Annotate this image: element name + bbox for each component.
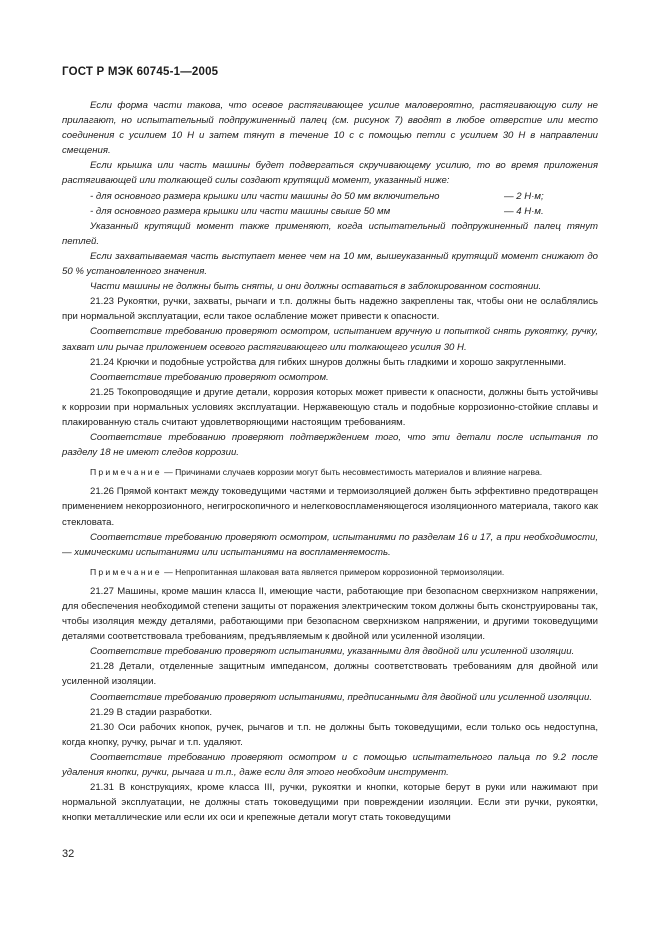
- torque-item-text: - для основного размера крышки или части машины до 50 мм включительно: [90, 190, 440, 202]
- clause-21-23: 21.23 Рукоятки, ручки, захваты, рычаги и т.п. должны быть надежно закреплены так, чтобы они не ослаблялись при нормальной эксплуатации, если такое ослабление может привести к опасности.: [62, 296, 598, 323]
- note-label: Примечание: [90, 566, 162, 577]
- paragraph: Части машины не должны быть сняты, и они должны оставаться в заблокированном состоянии.: [90, 281, 542, 293]
- note: [62, 565, 598, 580]
- clause-21-29: 21.29 В стадии разработки.: [90, 706, 213, 718]
- compliance-21-26: Соответствие требованию проверяют осмотром, испытаниями по разделам 16 и 17, а при необходимости, — химическими испытаниями или испытаниями на воспламеняемость.: [62, 531, 598, 558]
- torque-item-text: - для основного размера крышки или части машины свыше 50 мм: [90, 205, 391, 217]
- note-label: Примечание: [90, 467, 162, 478]
- compliance-21-25: Соответствие требованию проверяют подтверждением того, что эти детали после испытания по разделу 18 не имеют следов коррозии.: [62, 432, 598, 459]
- paragraph: Если захватываемая часть выступает менее чем на 10 мм, вышеуказанный крутящий момент снижают до 50 % установленного значения.: [62, 250, 598, 278]
- clause-21-30: 21.30 Оси рабочих кнопок, ручек, рычагов и т.п. не должны быть токоведущими, если только ось недоступна, когда кнопку, ручку, рычаг и т.п. удаляют.: [62, 721, 598, 748]
- clause-21-31: 21.31 В конструкциях, кроме класса III, ручки, рукоятки и кнопки, которые берут в руки или нажимают при нормальной эксплуатации, не должны стать токоведущими при повреждении изоляции. Если эти ручки, рукоятки, кнопки металлические или если их оси и крепежные детали могут стать токоведущими: [62, 782, 598, 824]
- clause-21-27: 21.27 Машины, кроме машин класса II, имеющие части, работающие при безопасном сверхнизком напряжении, для обеспечения необходимой степени защиты от поражения электрическим током должны быть сконструированы так, чтобы изоляция между деталями, работающими при безопасном сверхнизком напряжении, и другими токоведущими деталями соответствовала требованиям, предъявляемым к двойной или усиленной изоляции.: [62, 585, 598, 643]
- torque-item-value: — 2 Н·м;: [504, 190, 544, 202]
- note: [62, 465, 598, 480]
- note-text: — Причинами случаев коррозии могут быть несовместимость материалов и влияние нагрева.: [161, 467, 543, 478]
- compliance-21-23: Соответствие требованию проверяют осмотром, испытанием вручную и попыткой снять рукоятку, ручку, захват или рычаг приложением осевого растягивающего или толкающего усилия 30 Н.: [62, 326, 598, 353]
- torque-item: [62, 189, 598, 204]
- compliance-21-28: Соответствие требованию проверяют испытаниями, предписанными для двойной или усиленной изоляции.: [90, 691, 592, 703]
- compliance-21-30: Соответствие требованию проверяют осмотром и с помощью испытательного пальца по 9.2 после удаления кнопки, ручки, рычага и т.п., даже если для этого необходим инструмент.: [62, 751, 598, 779]
- clause-21-28: 21.28 Детали, отделенные защитным импедансом, должны соответствовать требованиям для двойной или усиленной изоляции.: [62, 661, 598, 688]
- clause-21-25: 21.25 Токопроводящие и другие детали, коррозия которых может привести к опасности, должны быть устойчивы к коррозии при нормальных условиях эксплуатации. Нержавеющую сталь и подобные коррозионно-стойкие сплавы и плакированную сталь считают удовлетворяющими настоящим требованиям.: [62, 386, 598, 428]
- compliance-21-27: Соответствие требованию проверяют испытаниями, указанными для двойной или усиленной изоляции.: [90, 646, 575, 658]
- paragraph: Если крышка или часть машины будет подвергаться скручивающему усилию, то во время приложения растягивающей или толкающей силы создают крутящий момент, указанный ниже:: [62, 160, 598, 187]
- torque-item-value: — 4 Н·м.: [504, 205, 544, 217]
- document-body: [62, 98, 598, 825]
- clause-21-24: 21.24 Крючки и подобные устройства для гибких шнуров должны быть гладкими и хорошо закругленными.: [90, 356, 567, 368]
- torque-item: [62, 204, 598, 219]
- note-text: — Непропитанная шлаковая вата является примером коррозионной термоизоляции.: [161, 566, 505, 577]
- paragraph: Указанный крутящий момент также применяют, когда испытательный подпружиненный палец тянут петлей.: [62, 220, 598, 247]
- clause-21-26: 21.26 Прямой контакт между токоведущими частями и термоизоляцией должен быть эффективно предотвращен применением некоррозионного, негигроскопичного и нелегковоспламеняющегося изоляционного материала, такого как стекловата.: [62, 486, 598, 528]
- document-header: ГОСТ Р МЭК 60745-1—2005: [62, 66, 219, 78]
- paragraph: Если форма части такова, что осевое растягивающее усилие маловероятно, растягивающую силу не прилагают, но испытательный подпружиненный палец (см. рисунок 7) вводят в любое отверстие или место соединения с усилием 10 Н и затем тянут в течение 10 с с помощью петли с усилием 30 Н в направлении смещения.: [62, 100, 598, 157]
- page-number: 32: [62, 848, 75, 860]
- compliance-21-24: Соответствие требованию проверяют осмотром.: [90, 371, 329, 383]
